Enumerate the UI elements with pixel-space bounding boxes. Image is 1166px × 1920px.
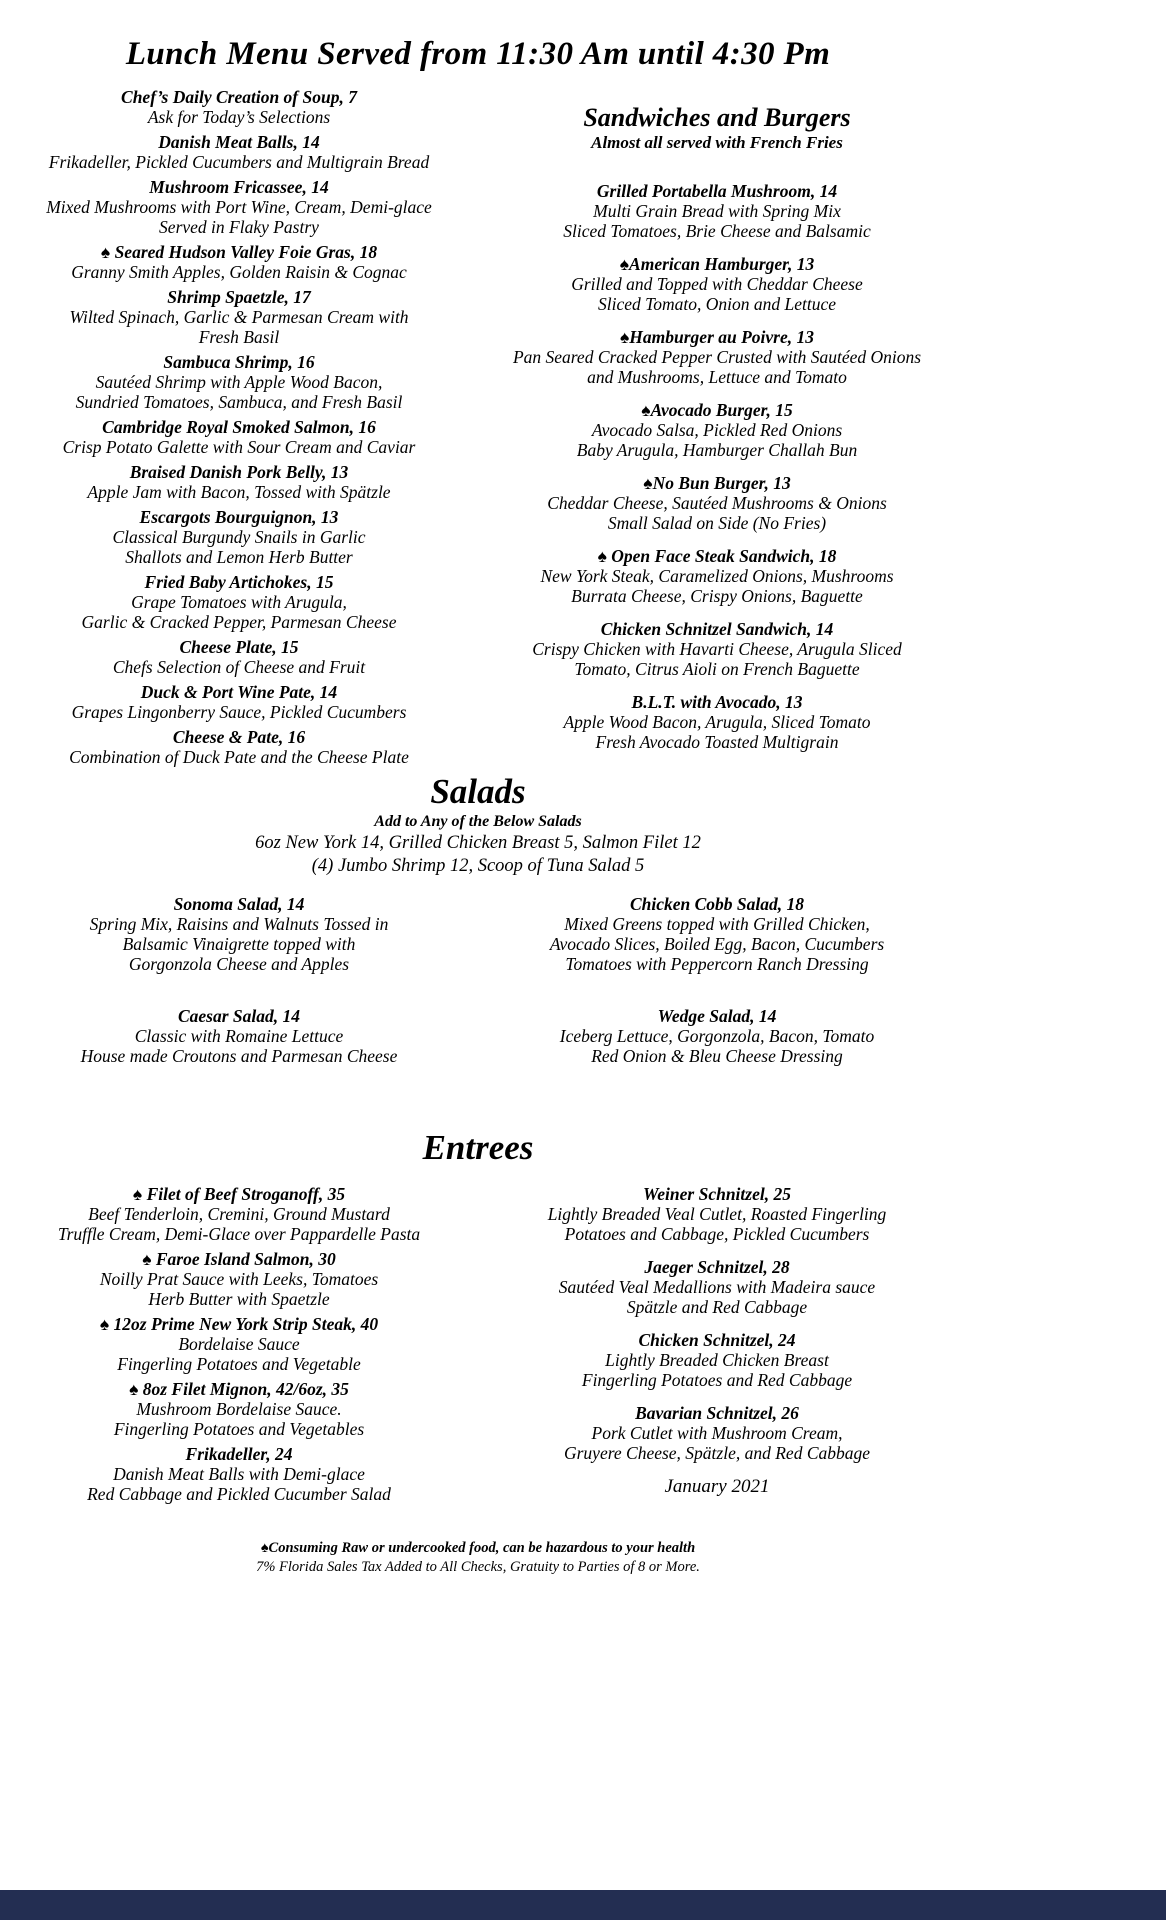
item-desc — [0, 1204, 478, 1244]
menu-item — [478, 619, 956, 679]
item-desc — [0, 197, 478, 237]
menu-item — [478, 473, 956, 533]
menu-item — [0, 1314, 478, 1374]
entrees-left-list — [0, 1184, 478, 1509]
item-desc — [478, 639, 956, 679]
item-desc-line: Fresh Basil — [198, 327, 280, 347]
item-desc-line: Apple Wood Bacon, Arugula, Sliced Tomato — [563, 712, 871, 732]
item-desc-line: Granny Smith Apples, Golden Raisin & Cognac — [71, 262, 407, 282]
item-name: Grilled Portabella Mushroom, 14 — [596, 181, 838, 201]
item-desc — [0, 702, 478, 722]
item-desc-line: Spätzle and Red Cabbage — [626, 1297, 808, 1317]
item-desc-line: Sliced Tomato, Onion and Lettuce — [597, 294, 837, 314]
item-desc — [0, 657, 478, 677]
menu-item — [478, 1257, 956, 1317]
appetizers-column — [0, 87, 478, 772]
item-desc-line: Crisp Potato Galette with Sour Cream and Caviar — [62, 437, 416, 457]
item-desc-line: Bordelaise Sauce — [178, 1334, 300, 1354]
item-desc-line: Beef Tenderloin, Cremini, Ground Mustard — [88, 1204, 390, 1224]
salads-note-title: Add to Any of the Below Salads — [374, 813, 582, 830]
item-desc-line: Grapes Lingonberry Sauce, Pickled Cucumbers — [71, 702, 407, 722]
item-name: Frikadeller, 24 — [185, 1444, 293, 1464]
footer-tax-note: 7% Florida Sales Tax Added to All Checks, Gratuity to Parties of 8 or More. — [256, 1559, 700, 1575]
sandwiches-subtitle: Almost all served with French Fries — [591, 133, 843, 152]
item-desc — [0, 592, 478, 632]
item-desc-line: Lightly Breaded Veal Cutlet, Roasted Fingerling — [547, 1204, 887, 1224]
entrees-heading: Entrees — [422, 1128, 534, 1167]
item-name: ♠Hamburger au Poivre, 13 — [619, 327, 815, 347]
item-desc — [478, 347, 956, 387]
item-name: ♠ 8oz Filet Mignon, 42/6oz, 35 — [129, 1379, 349, 1399]
menu-item — [478, 254, 956, 314]
item-name: B.L.T. with Avocado, 13 — [631, 692, 803, 712]
menu-item — [478, 894, 956, 974]
salads-note-line: 6oz New York 14, Grilled Chicken Breast 5, Salmon Filet 12 — [255, 833, 701, 853]
sandwiches-column — [478, 87, 956, 765]
item-name: ♠ Faroe Island Salmon, 30 — [142, 1249, 336, 1269]
item-name: Cheese & Pate, 16 — [172, 727, 306, 747]
menu-item — [478, 400, 956, 460]
page-title: Lunch Menu Served from 11:30 Am until 4:30 Pm — [125, 36, 831, 72]
item-desc-line: Combination of Duck Pate and the Cheese Plate — [69, 747, 409, 767]
item-desc-line: Frikadeller, Pickled Cucumbers and Multigrain Bread — [48, 152, 430, 172]
item-desc-line: Grape Tomatoes with Arugula, — [131, 592, 347, 612]
footer-warning: ♠Consuming Raw or undercooked food, can be hazardous to your health — [260, 1540, 696, 1556]
item-desc — [0, 914, 478, 974]
item-desc — [478, 1204, 956, 1244]
item-desc — [478, 493, 956, 533]
menu-item — [0, 1379, 478, 1439]
item-desc — [0, 482, 478, 502]
item-desc-line: Wilted Spinach, Garlic & Parmesan Cream with — [69, 307, 409, 327]
menu-item — [0, 352, 478, 412]
item-desc-line: Balsamic Vinaigrette topped with — [122, 934, 356, 954]
item-name: Chicken Schnitzel Sandwich, 14 — [600, 619, 834, 639]
sandwiches-list — [478, 181, 956, 752]
salads-right-list — [478, 894, 956, 1098]
menu-item — [0, 572, 478, 632]
item-desc — [478, 566, 956, 606]
menu-item — [0, 1249, 478, 1309]
menu-item — [0, 462, 478, 502]
item-desc-line: Crispy Chicken with Havarti Cheese, Arugula Sliced — [532, 639, 902, 659]
item-desc — [0, 262, 478, 282]
item-desc-line: Tomato, Citrus Aioli on French Baguette — [574, 659, 860, 679]
menu-item — [0, 507, 478, 567]
item-desc — [0, 437, 478, 457]
item-desc — [0, 372, 478, 412]
item-desc-line: Avocado Salsa, Pickled Red Onions — [591, 420, 843, 440]
item-desc — [478, 274, 956, 314]
item-name: Chicken Schnitzel, 24 — [638, 1330, 796, 1350]
entrees-right-list — [478, 1184, 956, 1463]
date-label: January 2021 — [664, 1476, 770, 1497]
item-desc-line: House made Croutons and Parmesan Cheese — [80, 1046, 398, 1066]
menu-item — [0, 87, 478, 127]
item-desc-line: Red Cabbage and Pickled Cucumber Salad — [87, 1484, 391, 1504]
item-desc-line: Iceberg Lettuce, Gorgonzola, Bacon, Tomato — [559, 1026, 875, 1046]
item-name: Cheese Plate, 15 — [179, 637, 299, 657]
item-name: ♠ Seared Hudson Valley Foie Gras, 18 — [100, 242, 378, 262]
item-desc — [0, 747, 478, 767]
item-name: Sambuca Shrimp, 16 — [163, 352, 315, 372]
menu-item — [0, 637, 478, 677]
sandwiches-heading: Sandwiches and Burgers — [583, 103, 851, 132]
item-name: Wedge Salad, 14 — [657, 1006, 777, 1026]
item-desc-line: Chefs Selection of Cheese and Fruit — [112, 657, 366, 677]
item-desc-line: Mushroom Bordelaise Sauce. — [136, 1399, 342, 1419]
menu-item — [0, 417, 478, 457]
item-desc-line: Pork Cutlet with Mushroom Cream, — [591, 1423, 843, 1443]
item-name: Chicken Cobb Salad, 18 — [629, 894, 805, 914]
salads-note-line: (4) Jumbo Shrimp 12, Scoop of Tuna Salad 5 — [311, 856, 645, 876]
item-name: Sonoma Salad, 14 — [173, 894, 305, 914]
item-name: Caesar Salad, 14 — [177, 1006, 301, 1026]
item-desc — [0, 1399, 478, 1439]
menu-item — [0, 1006, 478, 1066]
item-desc-line: Baby Arugula, Hamburger Challah Bun — [576, 440, 858, 460]
item-desc-line: Potatoes and Cabbage, Pickled Cucumbers — [564, 1224, 870, 1244]
item-desc — [478, 1423, 956, 1463]
salads-heading: Salads — [430, 772, 526, 811]
menu-item — [0, 287, 478, 347]
item-name: ♠American Hamburger, 13 — [619, 254, 815, 274]
item-desc-line: Sundried Tomatoes, Sambuca, and Fresh Basil — [75, 392, 403, 412]
item-desc-line: Avocado Slices, Boiled Egg, Bacon, Cucumbers — [549, 934, 885, 954]
menu-item — [478, 181, 956, 241]
item-desc-line: Herb Butter with Spaetzle — [148, 1289, 330, 1309]
menu-item — [0, 132, 478, 172]
menu-item — [0, 894, 478, 974]
item-desc — [478, 1277, 956, 1317]
menu-item — [478, 1330, 956, 1390]
item-desc-line: Pan Seared Cracked Pepper Crusted with Sautéed Onions — [512, 347, 922, 367]
item-name: Fried Baby Artichokes, 15 — [144, 572, 334, 592]
item-desc-line: Sautéed Shrimp with Apple Wood Bacon, — [95, 372, 383, 392]
item-desc-line: Gorgonzola Cheese and Apples — [128, 954, 350, 974]
item-desc — [0, 1269, 478, 1309]
item-desc-line: Lightly Breaded Chicken Breast — [605, 1350, 829, 1370]
item-desc — [478, 201, 956, 241]
item-desc — [0, 1334, 478, 1374]
item-name: Mushroom Fricassee, 14 — [149, 177, 329, 197]
item-name: Chef’s Daily Creation of Soup, 7 — [121, 87, 357, 107]
item-desc-line: Sliced Tomatoes, Brie Cheese and Balsamic — [563, 221, 871, 241]
item-name: Danish Meat Balls, 14 — [158, 132, 320, 152]
item-desc — [478, 914, 956, 974]
item-name: ♠ Open Face Steak Sandwich, 18 — [597, 546, 837, 566]
item-desc-line: Fingerling Potatoes and Red Cabbage — [581, 1370, 853, 1390]
item-desc — [0, 107, 478, 127]
item-name: Shrimp Spaetzle, 17 — [167, 287, 311, 307]
menu-item — [0, 177, 478, 237]
item-desc-line: Spring Mix, Raisins and Walnuts Tossed in — [89, 914, 389, 934]
item-desc-line: Multi Grain Bread with Spring Mix — [593, 201, 841, 221]
item-desc-line: Burrata Cheese, Crispy Onions, Baguette — [571, 586, 863, 606]
item-name: ♠No Bun Burger, 13 — [643, 473, 791, 493]
item-desc — [0, 1026, 478, 1066]
item-desc — [478, 712, 956, 752]
entrees-right-column — [478, 1184, 956, 1498]
item-desc — [0, 307, 478, 347]
item-desc-line: New York Steak, Caramelized Onions, Mushrooms — [540, 566, 894, 586]
item-name: ♠Avocado Burger, 15 — [641, 400, 793, 420]
menu-item — [0, 1184, 478, 1244]
bottom-bar — [0, 1890, 1166, 1920]
menu-item — [478, 692, 956, 752]
item-desc-line: Cheddar Cheese, Sautéed Mushrooms & Onions — [547, 493, 887, 513]
item-desc-line: Ask for Today’s Selections — [147, 107, 331, 127]
item-desc-line: Garlic & Cracked Pepper, Parmesan Cheese — [81, 612, 397, 632]
item-desc — [0, 152, 478, 172]
item-desc-line: and Mushrooms, Lettuce and Tomato — [587, 367, 847, 387]
item-desc — [478, 420, 956, 460]
top-section — [0, 87, 956, 772]
menu-item — [478, 1006, 956, 1066]
item-desc — [478, 1350, 956, 1390]
menu-item — [478, 546, 956, 606]
item-desc-line: Gruyere Cheese, Spätzle, and Red Cabbage — [563, 1443, 871, 1463]
item-desc-line: Truffle Cream, Demi-Glace over Pappardelle Pasta — [57, 1224, 421, 1244]
salads-left-list — [0, 894, 478, 1098]
salads-section — [0, 894, 956, 1098]
item-desc — [0, 527, 478, 567]
item-desc-line: Danish Meat Balls with Demi-glace — [113, 1464, 365, 1484]
item-name: Cambridge Royal Smoked Salmon, 16 — [102, 417, 376, 437]
item-name: Bavarian Schnitzel, 26 — [635, 1403, 799, 1423]
item-desc-line: Apple Jam with Bacon, Tossed with Spätzle — [87, 482, 391, 502]
item-desc-line: Fresh Avocado Toasted Multigrain — [595, 732, 839, 752]
footer — [0, 1539, 956, 1577]
item-desc-line: Small Salad on Side (No Fries) — [607, 513, 827, 533]
menu-item — [0, 682, 478, 722]
item-desc-line: Classic with Romaine Lettuce — [134, 1026, 344, 1046]
item-desc-line: Mixed Mushrooms with Port Wine, Cream, Demi-glace — [46, 197, 432, 217]
item-desc — [478, 1026, 956, 1066]
item-desc-line: Served in Flaky Pastry — [159, 217, 319, 237]
item-desc-line: Tomatoes with Peppercorn Ranch Dressing — [565, 954, 869, 974]
item-desc-line: Fingerling Potatoes and Vegetable — [117, 1354, 361, 1374]
item-desc — [0, 1464, 478, 1504]
menu-item — [478, 327, 956, 387]
menu-item — [478, 1403, 956, 1463]
menu-item — [0, 1444, 478, 1504]
item-desc-line: Classical Burgundy Snails in Garlic — [112, 527, 366, 547]
item-name: ♠ Filet of Beef Stroganoff, 35 — [132, 1184, 346, 1204]
item-name: Weiner Schnitzel, 25 — [643, 1184, 791, 1204]
menu-item — [0, 727, 478, 767]
item-desc-line: Noilly Prat Sauce with Leeks, Tomatoes — [99, 1269, 379, 1289]
item-desc-line: Sautéed Veal Medallions with Madeira sauce — [558, 1277, 876, 1297]
item-desc-line: Red Onion & Bleu Cheese Dressing — [591, 1046, 843, 1066]
menu-item — [0, 242, 478, 282]
item-desc-line: Grilled and Topped with Cheddar Cheese — [571, 274, 863, 294]
item-name: Jaeger Schnitzel, 28 — [644, 1257, 790, 1277]
item-desc-line: Mixed Greens topped with Grilled Chicken, — [564, 914, 870, 934]
item-desc-line: Fingerling Potatoes and Vegetables — [113, 1419, 365, 1439]
item-name: Duck & Port Wine Pate, 14 — [140, 682, 338, 702]
item-desc-line: Shallots and Lemon Herb Butter — [125, 547, 353, 567]
item-name: Braised Danish Pork Belly, 13 — [129, 462, 349, 482]
menu-item — [478, 1184, 956, 1244]
entrees-section — [0, 1184, 956, 1509]
item-name: ♠ 12oz Prime New York Strip Steak, 40 — [99, 1314, 379, 1334]
item-name: Escargots Bourguignon, 13 — [139, 507, 339, 527]
